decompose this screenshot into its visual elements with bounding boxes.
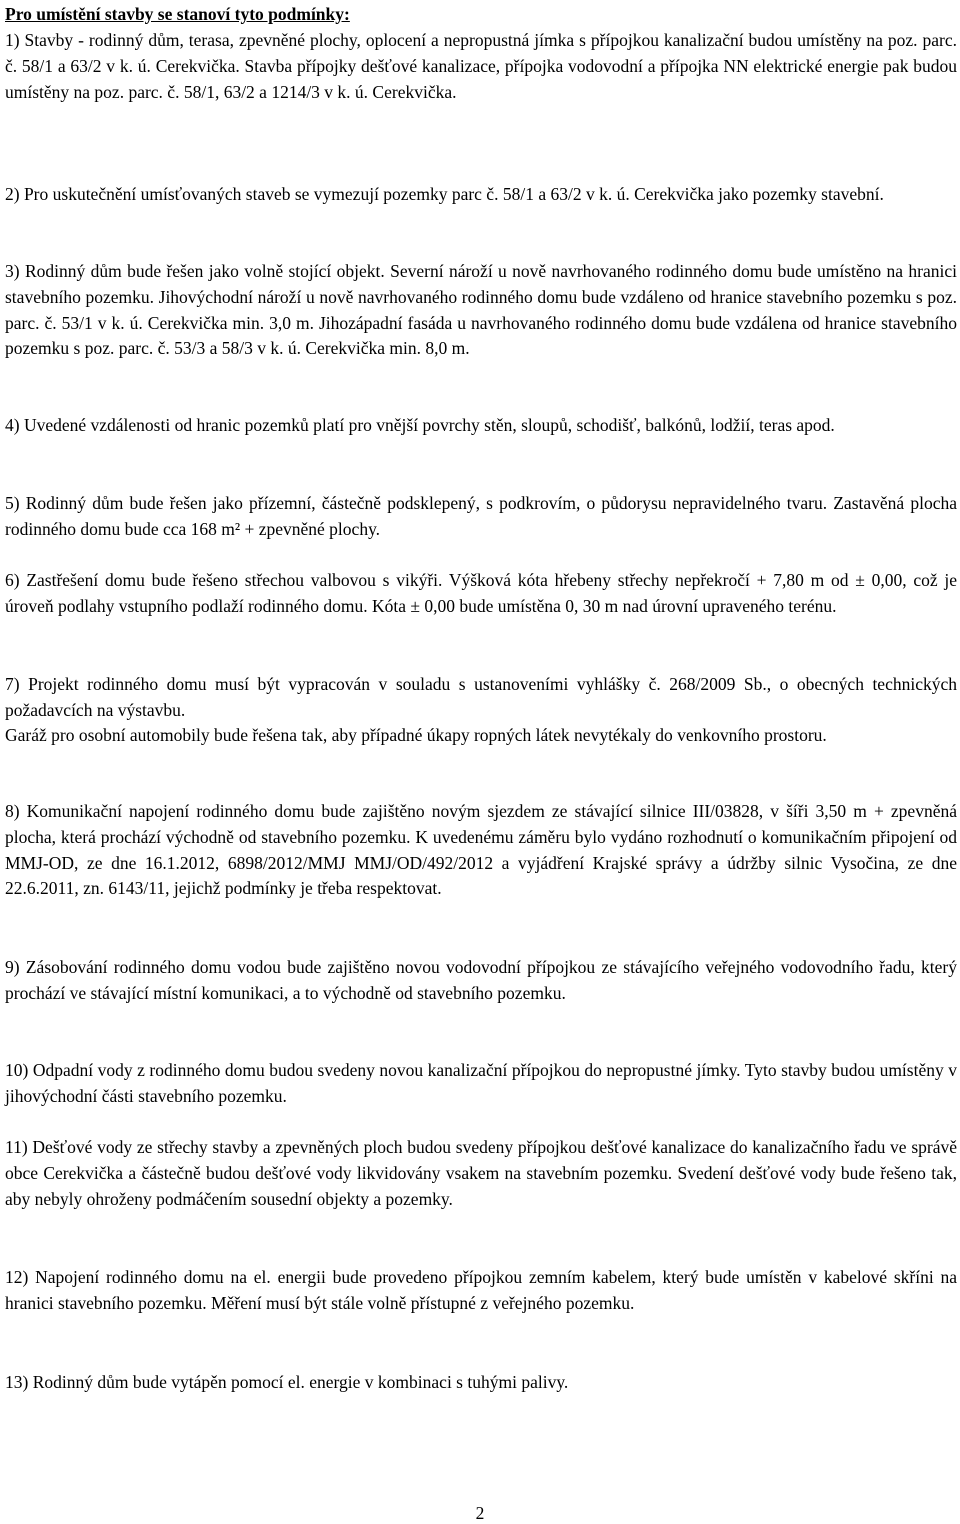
condition-paragraph-12: 12) Napojení rodinného domu na el. energii bude provedeno přípojkou zemním kabelem, který bude umístěn v kabelové skříni na hranici stavebního pozemku. Měření musí být stále volně přístupné z veřejného pozemku. (5, 1267, 957, 1313)
condition-paragraph-1: 1) Stavby - rodinný dům, terasa, zpevněné plochy, oplocení a nepropustná jímka s přípojkou kanalizační budou umístěny na poz. parc. č. 58/1 a 63/2 v k. ú. Cerekvička. Stavba přípojky dešťové kanalizace, přípojka vodovodní a přípojka NN elektrické energie pak budou umístěny na poz. parc. č. 58/1, 63/2 a 1214/3 v k. ú. Cerekvička. (5, 30, 957, 102)
condition-paragraph-13: 13) Rodinný dům bude vytápěn pomocí el. energie v kombinaci s tuhými palivy. (5, 1372, 569, 1392)
condition-paragraph-2: 2) Pro uskutečnění umísťovaných staveb se vymezují pozemky parc č. 58/1 a 63/2 v k. ú. Cerekvička jako pozemky stavební. (5, 184, 884, 204)
conditions-heading: Pro umístění stavby se stanoví tyto podmínky: (5, 4, 350, 24)
condition-paragraph-6: 6) Zastřešení domu bude řešeno střechou valbovou s vikýři. Výšková kóta hřebeny střechy nepřekročí + 7,80 m od ± 0,00, což je úroveň podlahy vstupního podlaží rodinného domu. Kóta ± 0,00 bude umístěna 0, 30 m nad úrovní upraveného terénu. (5, 570, 957, 616)
condition-paragraph-3: 3) Rodinný dům bude řešen jako volně stojící objekt. Severní nároží u nově navrhovaného rodinného domu bude umístěno na hranici stavebního pozemku. Jihovýchodní nároží u nově navrhovaného rodinného domu bude vzdáleno od hranice stavebního pozemku s poz. parc. č. 53/1 v k. ú. Cerekvička min. 3,0 m. Jihozápadní fasáda u navrhovaného rodinného domu bude vzdálena od hranice stavebního pozemku s poz. parc. č. 53/3 a 58/3 v k. ú. Cerekvička min. 8,0 m. (5, 261, 957, 359)
condition-paragraph-7: 7) Projekt rodinného domu musí být vypracován v souladu s ustanoveními vyhlášky č. 268/2009 Sb., o obecných technických požadavcích na výstavbu. (5, 674, 957, 720)
condition-paragraph-7-garage: Garáž pro osobní automobily bude řešena tak, aby případné úkapy ropných látek nevytékaly do venkovního prostoru. (5, 725, 827, 745)
page-number: 2 (475, 1503, 485, 1523)
condition-paragraph-8: 8) Komunikační napojení rodinného domu bude zajištěno novým sjezdem ze stávající silnice III/03828, v šíři 3,50 m + zpevněná plocha, která prochází východně od stavebního pozemku. K uvedenému záměru bylo vydáno rozhodnutí o komunikačním připojení od MMJ-OD, ze dne 16.1.2012, 6898/2012/MMJ MMJ/OD/492/2012 a vyjádření Krajské správy a údržby silnic Vysočina, ze dne 22.6.2011, zn. 6143/11, jejichž podmínky je třeba respektovat. (5, 801, 957, 899)
condition-paragraph-10: 10) Odpadní vody z rodinného domu budou svedeny novou kanalizační přípojkou do nepropustné jímky. Tyto stavby budou umístěny v jihovýchodní části stavebního pozemku. (5, 1060, 957, 1106)
condition-paragraph-4: 4) Uvedené vzdálenosti od hranic pozemků platí pro vnější povrchy stěn, sloupů, schodišť, balkónů, lodžií, teras apod. (5, 415, 835, 435)
condition-paragraph-11: 11) Dešťové vody ze střechy stavby a zpevněných ploch budou svedeny přípojkou dešťové kanalizace do kanalizačního řadu ve správě obce Cerekvička a částečně budou dešťové vody likvidovány vsakem na stavebním pozemku. Svedení dešťové vody bude řešeno tak, aby nebyly ohroženy podmáčením sousední objekty a pozemky. (5, 1137, 957, 1209)
condition-paragraph-9: 9) Zásobování rodinného domu vodou bude zajištěno novou vodovodní přípojkou ze stávajícího veřejného vodovodního řadu, který prochází ve stávající místní komunikaci, a to východně od stavebního pozemku. (5, 957, 957, 1003)
condition-paragraph-5: 5) Rodinný dům bude řešen jako přízemní, částečně podsklepený, s podkrovím, o půdorysu nepravidelného tvaru. Zastavěná plocha rodinného domu bude cca 168 m² + zpevněné plochy. (5, 493, 957, 539)
